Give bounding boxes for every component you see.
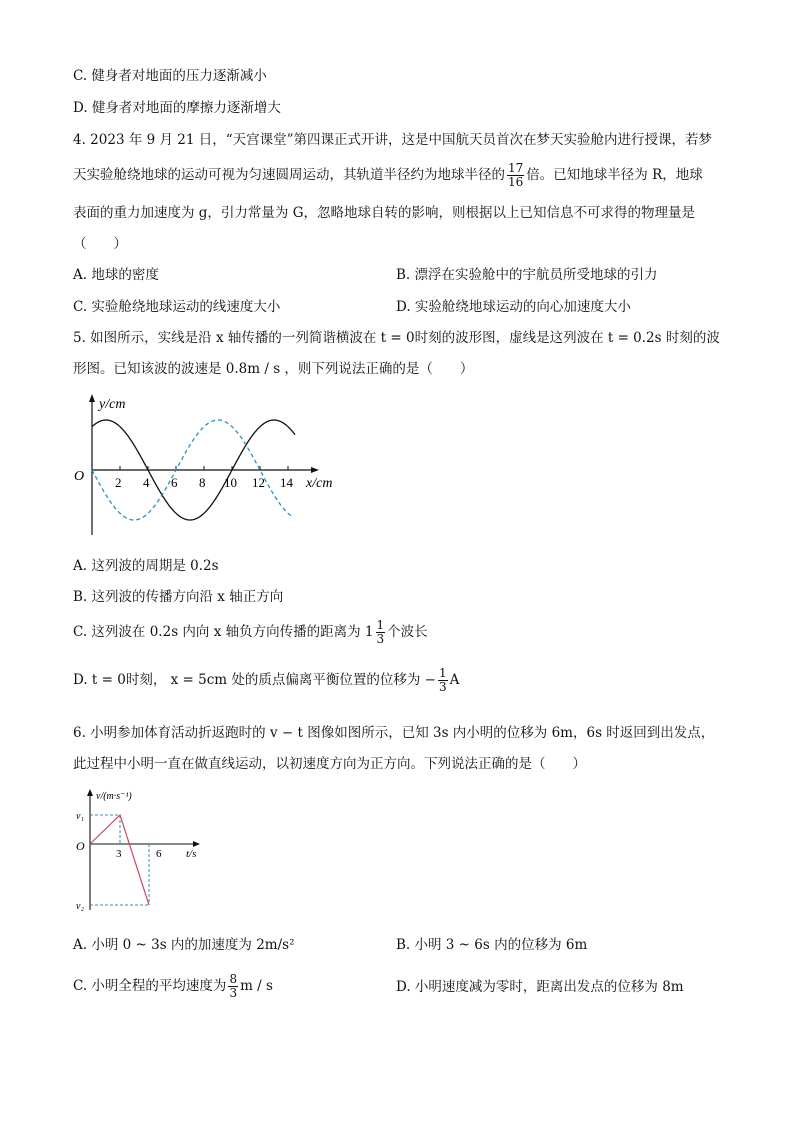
q6-vt-figure xyxy=(72,785,222,915)
q5-tick-label: 12 xyxy=(252,475,265,490)
q5-option-c-den: 3 xyxy=(376,632,385,646)
q6-option-a: A. 小明 0 ~ 3s 内的加速度为 2m/s² xyxy=(73,937,295,953)
q4-stem-line3: 表面的重力加速度为 g，引力常量为 G，忽略地球自转的影响，则根据以上已知信息不可求得的物理量是 xyxy=(73,205,696,221)
q4-stem-line1: 4. 2023 年 9 月 21 日，“天宫课堂”第四课正式开讲，这是中国航天员首次在梦天实验舱内进行授课，若梦 xyxy=(73,132,713,148)
q4-fraction-den: 16 xyxy=(508,175,524,189)
q5-option-c-fraction xyxy=(376,619,386,646)
q6-x-axis-arrow xyxy=(193,841,200,847)
q5-origin: O xyxy=(74,469,85,484)
q5-tick-label: 10 xyxy=(224,475,237,490)
q4-fraction-num: 17 xyxy=(508,161,524,175)
q5-tick-label: 8 xyxy=(199,475,206,490)
q6-xlabel: t/s xyxy=(186,848,197,860)
q6-option-c-pre: C. 小明全程的平均速度为 xyxy=(73,978,227,994)
q6-origin: O xyxy=(76,839,85,853)
q5-ylabel: y/cm xyxy=(99,397,126,412)
q5-option-c-num: 1 xyxy=(376,618,385,632)
q5-xlabel: x/cm xyxy=(306,476,333,491)
q6-option-b: B. 小明 3 ~ 6s 内的位移为 6m xyxy=(396,937,588,953)
q5-option-d-post: A xyxy=(449,672,460,688)
q6-vt-line xyxy=(90,815,149,905)
q6-v1-label: v₁ xyxy=(76,811,84,822)
q4-stem-line2-post: 倍。已知地球半径为 R，地球 xyxy=(526,167,703,183)
q5-option-c-post: 个波长 xyxy=(387,624,428,640)
q5-option-a: A. 这列波的周期是 0.2s xyxy=(73,558,219,574)
q5-tick-label: 6 xyxy=(171,475,178,490)
q6-stem-line2: 此过程中小明一直在做直线运动，以初速度方向为正方向。下列说法正确的是（ ） xyxy=(73,756,586,772)
q5-tick-label: 14 xyxy=(280,475,293,490)
q5-stem-line2: 形图。已知该波的波速是 0.8m / s ，则下列说法正确的是（ ） xyxy=(73,361,474,377)
q5-option-c xyxy=(73,618,428,646)
q5-tick-label: 4 xyxy=(143,475,150,490)
q6-t3-label: 3 xyxy=(116,848,122,860)
q6-option-c-fraction xyxy=(228,973,238,1000)
q6-option-c-num: 8 xyxy=(229,972,238,986)
q6-ylabel: v/(m·s⁻¹) xyxy=(96,791,132,802)
q5-wave-figure xyxy=(72,390,342,540)
q3-option-d: D. 健身者对地面的摩擦力逐渐增大 xyxy=(73,100,281,116)
q4-option-d: D. 实验舱绕地球运动的向心加速度大小 xyxy=(396,299,631,315)
q6-option-c xyxy=(73,972,273,1000)
q5-option-d-den: 3 xyxy=(438,680,447,694)
q6-option-c-post: m / s xyxy=(240,978,273,994)
q5-x-axis-arrow xyxy=(311,467,319,473)
q6-option-c-den: 3 xyxy=(229,986,238,1000)
q3-option-c: C. 健身者对地面的压力逐渐减小 xyxy=(73,68,267,84)
q4-stem-line2-pre: 天实验舱绕地球的运动可视为匀速圆周运动，其轨道半径约为地球半径的 xyxy=(73,167,505,183)
q6-stem-line1: 6. 小明参加体育活动折返跑时的 v − t 图像如图所示，已知 3s 内小明的位移为 6m，6s 时返回到出发点， xyxy=(73,725,715,741)
q4-option-a: A. 地球的密度 xyxy=(73,267,159,283)
q6-guide-lines xyxy=(90,815,149,905)
q6-v2-label: v₂ xyxy=(76,901,84,912)
q6-t6-label: 6 xyxy=(156,848,162,860)
q5-option-d-pre: D. t = 0时刻， x = 5cm 处的质点偏离平衡位置的位移为 − xyxy=(73,672,436,688)
q6-option-d: D. 小明速度减为零时，距离出发点的位移为 8m xyxy=(396,979,684,995)
q4-blank: （ ） xyxy=(73,236,127,252)
q5-tick-marks xyxy=(120,466,288,470)
q5-option-d-num: 1 xyxy=(438,666,447,680)
q4-stem-line2 xyxy=(73,161,703,189)
q5-option-d xyxy=(73,666,459,694)
q5-option-c-pre: C. 这列波在 0.2s 内向 x 轴负方向传播的距离为 1 xyxy=(73,624,374,640)
q4-option-b: B. 漂浮在实验舱中的宇航员所受地球的引力 xyxy=(396,267,658,283)
q5-option-d-fraction xyxy=(438,667,448,694)
q5-y-axis-arrow xyxy=(89,394,95,402)
q4-fraction xyxy=(507,162,524,189)
q5-option-b: B. 这列波的传播方向沿 x 轴正方向 xyxy=(73,589,284,605)
q4-option-c: C. 实验舱绕地球运动的线速度大小 xyxy=(73,299,281,315)
q5-tick-label: 2 xyxy=(115,475,122,490)
q5-stem-line1: 5. 如图所示，实线是沿 x 轴传播的一列简谐横波在 t = 0时刻的波形图，虚线是这列波在 t = 0.2s 时刻的波 xyxy=(73,330,720,346)
q6-y-axis-arrow xyxy=(87,789,93,796)
